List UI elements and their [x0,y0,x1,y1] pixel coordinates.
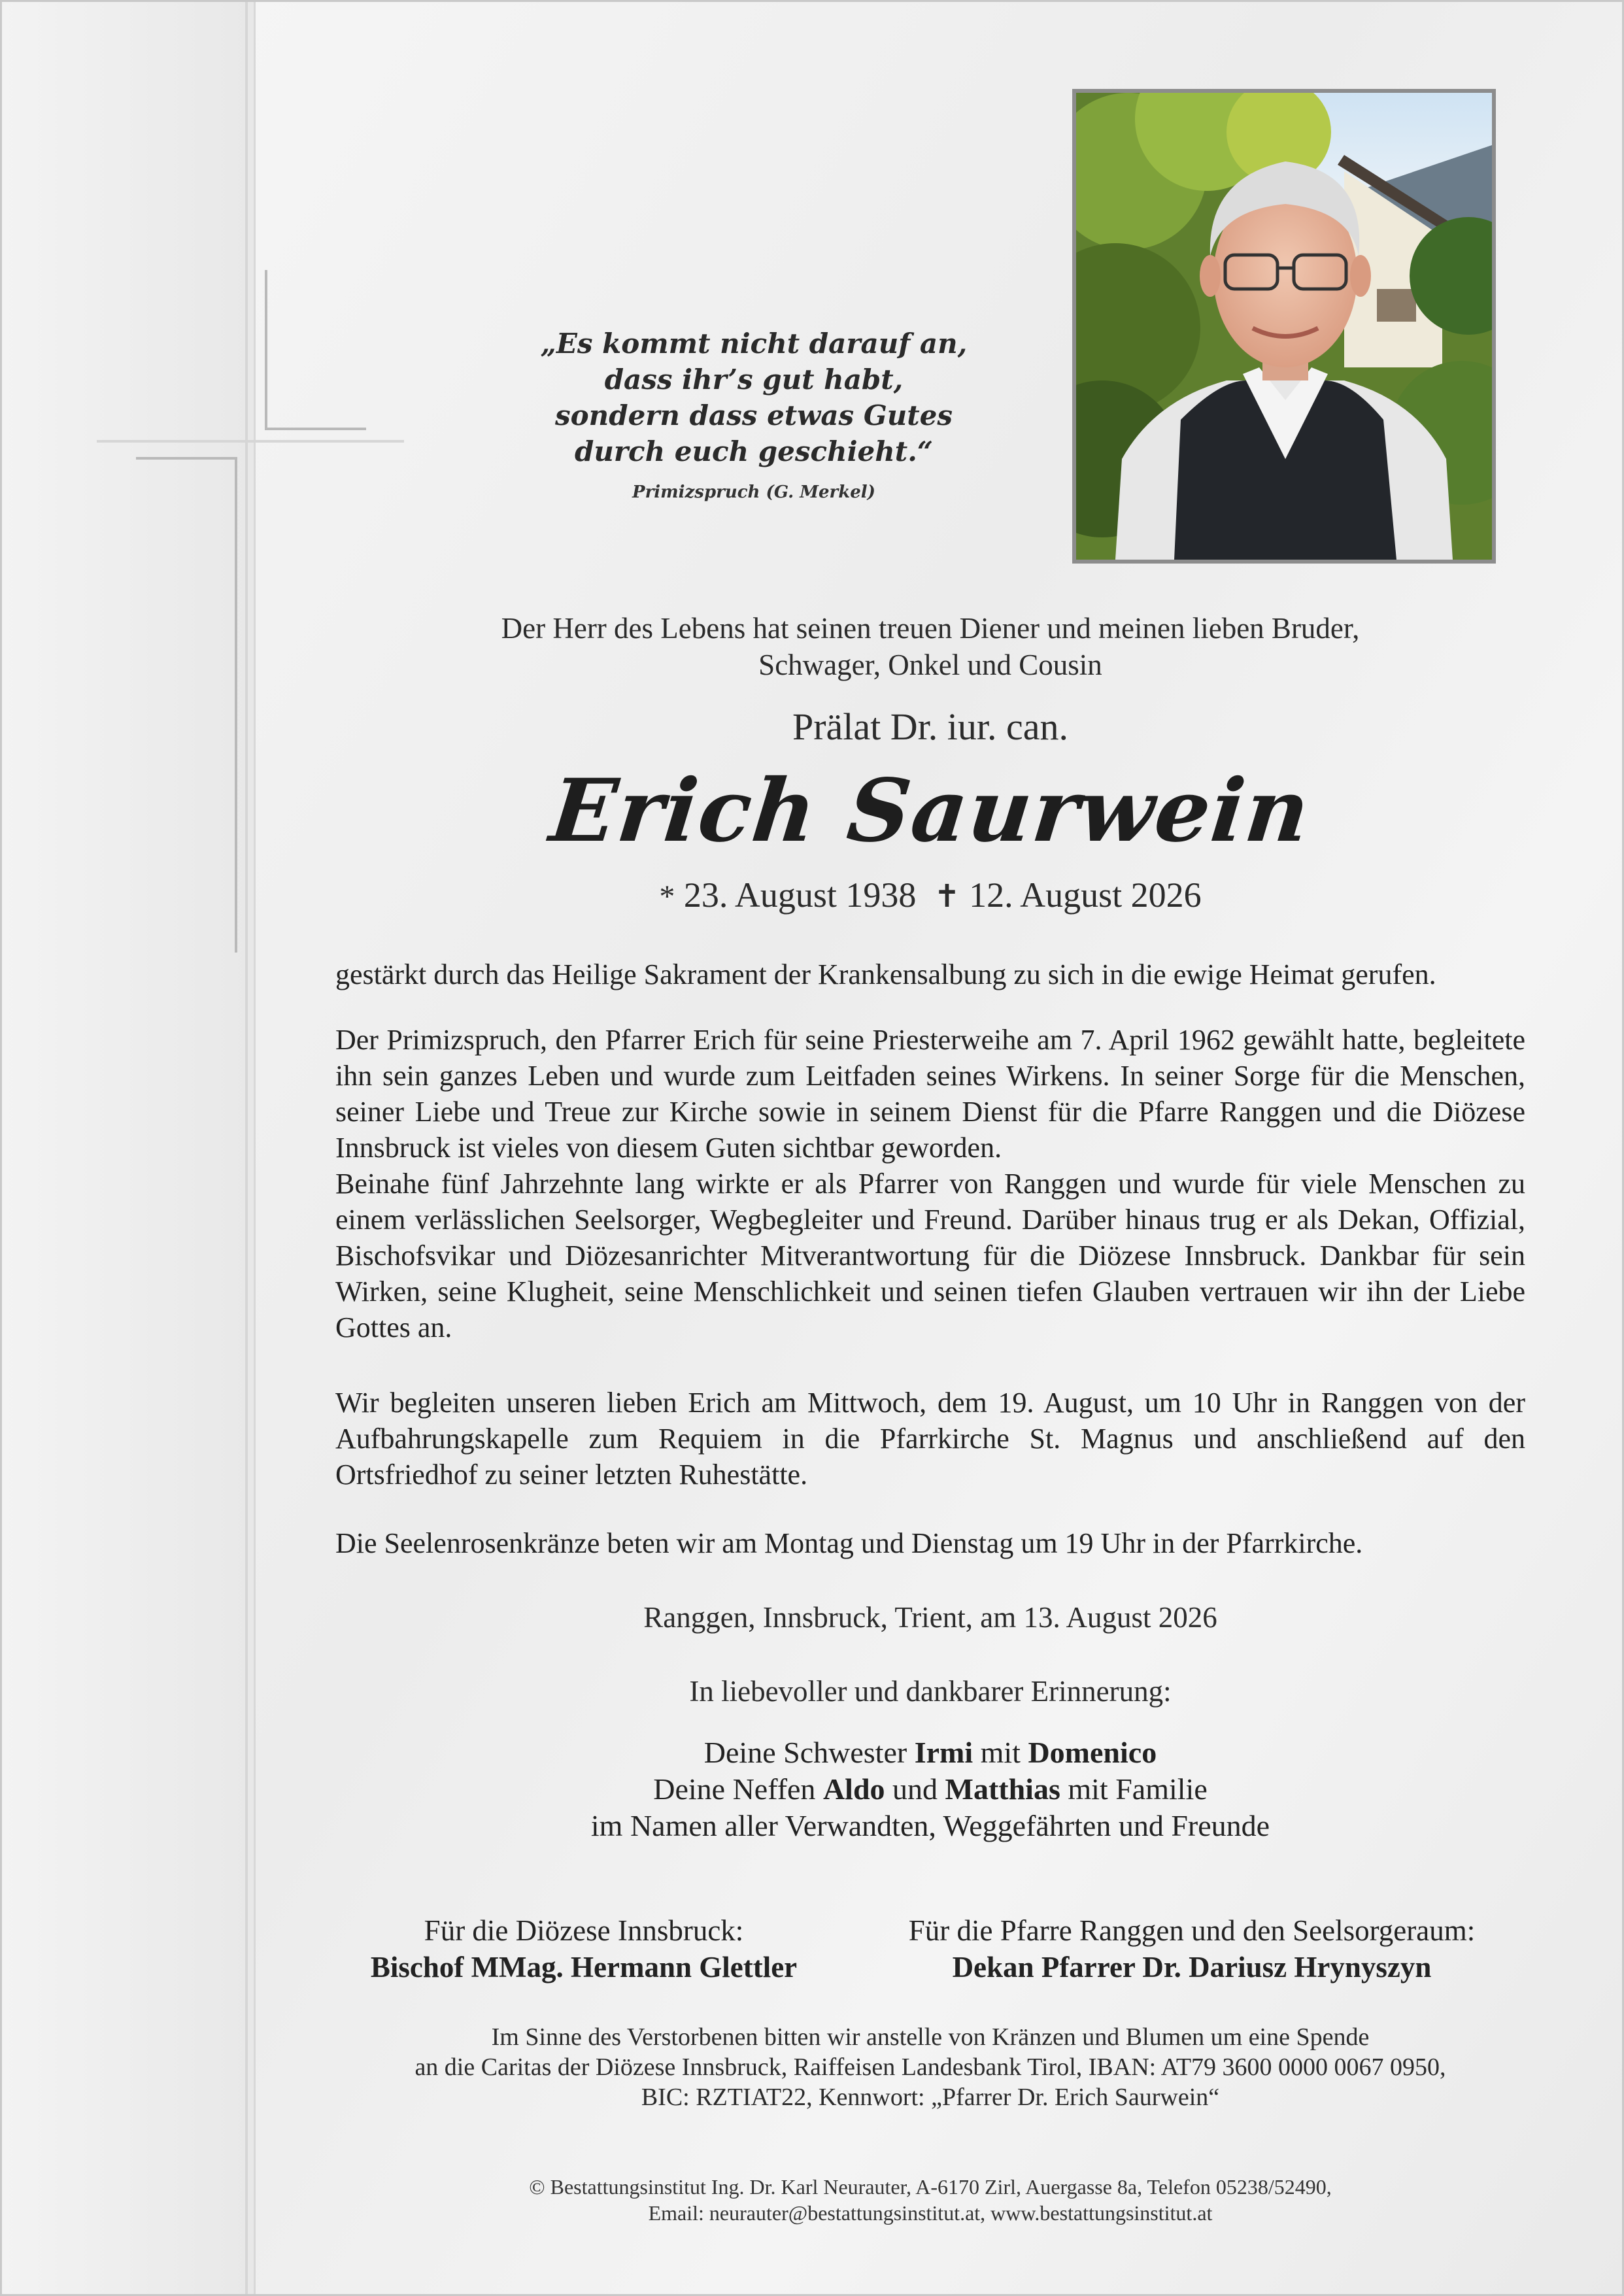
primiz-quote [518,326,989,469]
portrait-photo [1072,89,1496,564]
family-name: Domenico [1028,1736,1157,1769]
birth-star-icon: * [659,879,675,914]
family-line-sister: Deine Schwester Irmi mit Domenico [703,1736,1157,1769]
mourning-line: In liebevoller und dankbarer Erinnerung: [689,1675,1172,1708]
deceased-title: Prälat Dr. iur. can. [792,705,1068,748]
quote-line: dass ihr’s gut habt, [604,363,904,396]
intro-line: Schwager, Onkel und Cousin [758,649,1102,681]
paragraph-funeral: Wir begleiten unseren lieben Erich am Mittwoch, dem 19. August, um 10 Uhr in Ranggen von der Aufbahrungskapelle zum Requiem in die Pfarrkirche St. Magnus und anschließend auf den Ortsfriedhof zu seiner letzten Ruhestätte. [335,1387,1525,1491]
biography-part: Der Primizspruch, den Pfarrer Erich für seine Priesterweihe am 7. April 1962 gewählt hatte, begleitete ihn sein ganzes Leben und wurde zum Leitfaden seines Wirkens. In seiner Sorge für die Menschen, seiner Liebe und Treue zur Kirche sowie in seinem Dienst für die Pfarre Ranggen und die Diözese Innsbruck ist vieles von diesem Guten sichtbar geworden. [335,1024,1525,1164]
family-line-relatives: im Namen aller Verwandten, Weggefährten und Freunde [590,1809,1270,1842]
paragraph-rosary: Die Seelenrosenkränze beten wir am Montag und Dienstag um 19 Uhr in der Pfarrkirche. [335,1527,1363,1559]
signature-label: Für die Pfarre Ranggen und den Seelsorgeraum: [908,1914,1476,1947]
quote-line: durch euch geschieht.“ [575,435,933,467]
donation-note [329,2022,1532,2112]
signature-name: Dekan Pfarrer Dr. Dariusz Hrynyszyn [952,1951,1432,1984]
donation-line: an die Caritas der Diözese Innsbruck, Raiffeisen Landesbank Tirol, IBAN: AT79 3600 0000 0067 0950, [414,2053,1446,2081]
intro-line: Der Herr des Lebens hat seinen treuen Diener und meinen lieben Bruder, [501,612,1360,645]
donation-line: BIC: RZTIAT22, Kennwort: „Pfarrer Dr. Erich Saurwein“ [641,2084,1220,2111]
family-name: Matthias [945,1772,1060,1806]
portrait-illustration [1076,93,1492,560]
paragraph-sacrament: gestärkt durch das Heilige Sakrament der Krankensalbung zu sich in die ewige Heimat gerufen. [335,958,1436,990]
birth-date: 23. August 1938 [683,875,917,915]
biography-part: Beinahe fünf Jahrzehnte lang wirkte er als Pfarrer von Ranggen und wurde für viele Menschen zu einem verlässlichen Seelsorger, Wegbegleiter und Freund. Darüber hinaus trug er als Dekan, Offizial, Bischofsvikar und Diözesanrichter Mitverantwortung für die Diözese Innsbruck. Dankbar für sein Wirken, seine Klugheit, seine Menschlichkeit und seinen tiefen Glauben vertrauen wir ihn der Liebe Gottes an. [335,1168,1525,1343]
signature-label: Für die Diözese Innsbruck: [424,1914,744,1947]
donation-line: Im Sinne des Verstorbenen bitten wir anstelle von Kränzen und Blumen um eine Spende [491,2023,1370,2051]
paragraph-biography [335,1022,1525,1345]
footer-line: © Bestattungsinstitut Ing. Dr. Karl Neurauter, A-6170 Zirl, Auergasse 8a, Telefon 05238/52490, [529,2175,1332,2199]
signature-name: Bischof MMag. Hermann Glettler [370,1951,798,1984]
signature-diocese [329,1912,839,1985]
left-decorative-strip [2,2,256,2294]
death-date: 12. August 2026 [969,875,1202,915]
death-cross-icon: ✝ [934,879,960,914]
family-name: Aldo [822,1772,885,1806]
family-name: Irmi [914,1736,973,1769]
deceased-name: Erich Saurwein [545,760,1315,862]
quote-line: „Es kommt nicht darauf an, [540,328,968,360]
family-line-nephews: Deine Neffen Aldo und Matthias mit Familie [653,1772,1208,1806]
signature-parish [852,1912,1532,1985]
funeral-home-footer [329,2174,1532,2226]
intro-text [329,610,1532,683]
place-date: Ranggen, Innsbruck, Trient, am 13. August 2026 [643,1601,1217,1634]
quote-line: sondern dass etwas Gutes [555,399,953,431]
footer-line: Email: neurauter@bestattungsinstitut.at, www.bestattungsinstitut.at [648,2201,1213,2225]
life-dates [329,875,1532,915]
family-list [329,1734,1532,1844]
quote-source: Primizspruch (G. Merkel) [632,482,875,502]
